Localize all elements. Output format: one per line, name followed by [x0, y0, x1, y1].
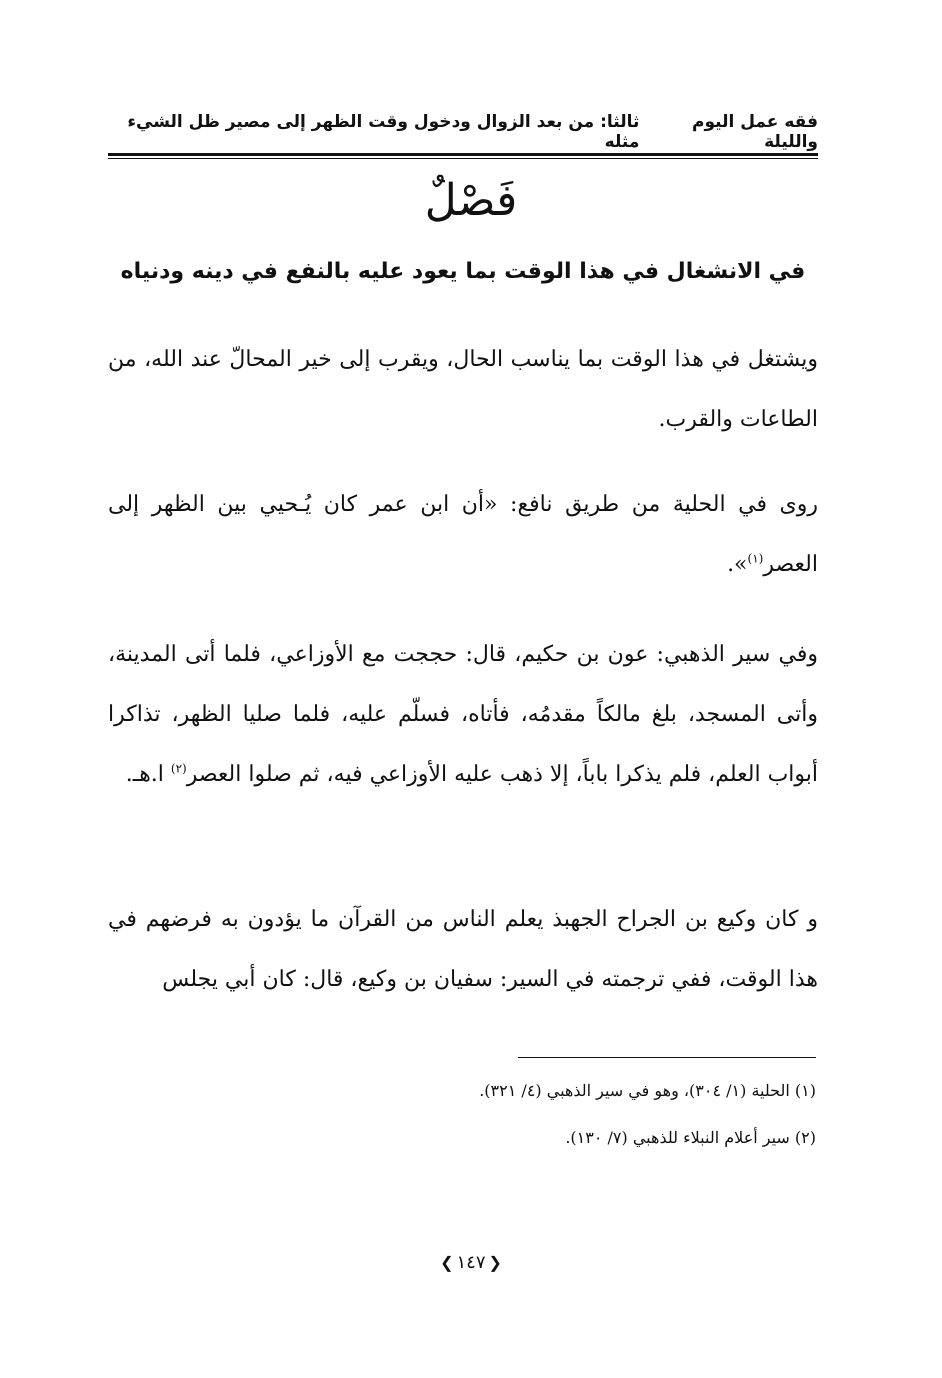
- paragraph-2: [108, 475, 818, 595]
- footnote-separator: [518, 1057, 816, 1058]
- paragraph-2-text: روى في الحلية من طريق نافع: «أن ابن عمر كان يُـحيي بين الظهر إلى العصر: [108, 492, 818, 577]
- ornament-right-icon: ❮: [488, 1253, 502, 1272]
- running-header: [108, 112, 818, 152]
- paragraph-2-end: ».: [727, 552, 748, 577]
- section-heading-word: فَصْلٌ: [424, 175, 518, 226]
- header-rule-thick: [108, 153, 818, 156]
- book-title: فقه عمل اليوم والليلة: [692, 112, 818, 152]
- paragraph-3-text: وفي سير الذهبي: عون بن حكيم، قال: حججت مع الأوزاعي، فلما أتى المدينة، وأتى المسجد، بلغ مالكاً مقدمُه، فأتاه، فسلّم عليه، فلما صليا الظهر، تذاكرا أبواب العلم، فلم يذكرا باباً، إلا ذهب عليه الأوزاعي فيه، ثم صلوا العصر: [108, 642, 818, 787]
- page-number: ١٤٧: [456, 1252, 486, 1273]
- footnote-marker-1: (١): [747, 551, 764, 566]
- footnote-2: (٢) سير أعلام النبلاء للذهبي (٧/ ١٣٠).: [565, 1128, 816, 1147]
- header-rule-thin: [108, 158, 818, 159]
- paragraph-3-end: ا.هـ.: [125, 762, 171, 787]
- paragraph-4: و كان وكيع بن الجراح الجهبذ يعلم الناس من القرآن ما يؤدون به فرضهم في هذا الوقت، ففي ترجمته في السير: سفيان بن وكيع، قال: كان أبي يجلس: [108, 907, 818, 992]
- section-title: في الانشغال في هذا الوقت بما يعود عليه بالنفع في دينه ودنياه: [120, 259, 806, 284]
- page-number-block: [0, 1248, 942, 1278]
- paragraph-1: ويشتغل في هذا الوقت بما يناسب الحال، ويقرب إلى خير المحالّ عند الله، من الطاعات والقرب.: [108, 347, 818, 432]
- footnote-marker-2: (٢): [170, 761, 187, 776]
- ornament-left-icon: ❯: [440, 1253, 454, 1272]
- footnote-1: (١) الحلية (١/ ٣٠٤)، وهو في سير الذهبي (٤/ ٣٢١).: [479, 1081, 816, 1100]
- paragraph-3: [108, 625, 818, 805]
- chapter-title: ثالثا: من بعد الزوال ودخول وقت الظهر إلى مصير ظل الشيء مثله: [127, 112, 640, 152]
